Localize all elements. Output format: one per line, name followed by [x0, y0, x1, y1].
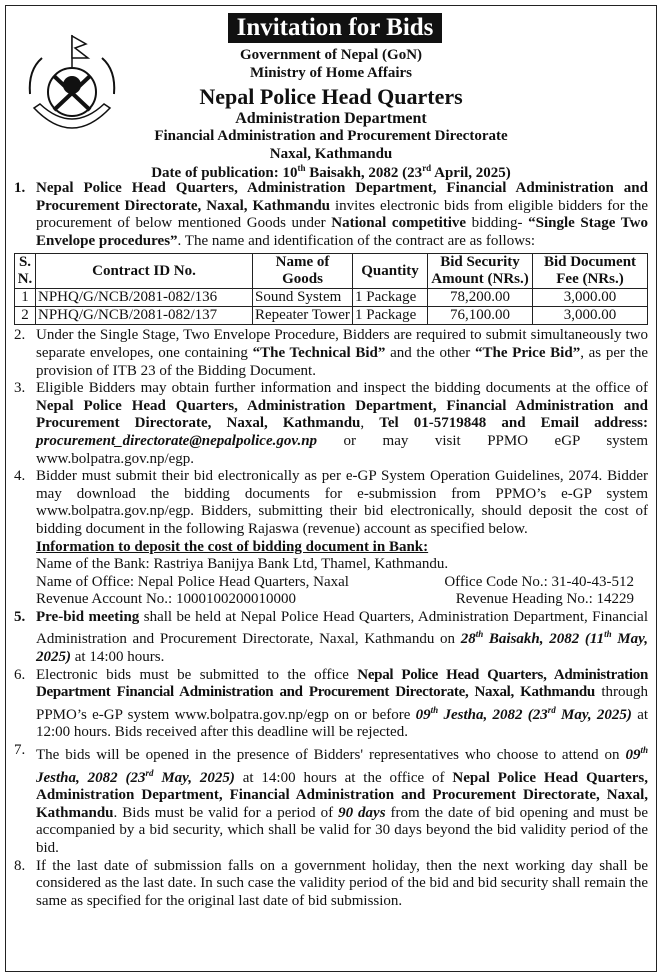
- notice-body: [14, 180, 648, 910]
- item-8: 8. If the last date of submission falls on a government holiday, then the next working day shall be considered as the last date. In such case the validity period of the bid and bid security shall remain the same as specified for the original last date of bid submission.: [14, 857, 648, 909]
- notice-title: Invitation for Bids: [228, 13, 442, 43]
- revenue-account: Revenue Account No.: 1000100200010000: [36, 591, 296, 608]
- col-bid-security: Bid Security Amount (NRs.): [428, 254, 533, 289]
- header-line-4: Administration Department: [235, 110, 427, 127]
- office-name: Name of Office: Nepal Police Head Quarters, Naxal: [36, 573, 349, 590]
- header-line-2: Ministry of Home Affairs: [249, 65, 413, 81]
- table-row: 2 NPHQ/G/NCB/2081-082/137 Repeater Tower 1 Package 76,100.00 3,000.00: [15, 307, 648, 325]
- header-line-3: Nepal Police Head Quarters: [199, 84, 463, 109]
- publication-date: Date of publication: 10th Baisakh, 2082 (23rd April, 2025): [151, 163, 511, 181]
- email-link[interactable]: procurement_directorate@nepalpolice.gov.np: [36, 432, 318, 449]
- col-contract-id: Contract ID No.: [36, 254, 253, 289]
- item-3: 3. Eligible Bidders may obtain further information and inspect the bidding documents at the office of Nepal Police Head Quarters, Administration Department, Financial Administration and Procurement Directorate, Naxal, Kathmandu, Tel 01-5719848 and Email address: procurement_directorate@nepalpolice.gov.np or may visit PPMO eGP system www.bolpatra.gov.np/egp.: [14, 380, 648, 467]
- bank-info: [14, 539, 648, 609]
- col-doc-fee: Bid Document Fee (NRs.): [533, 254, 648, 289]
- table-row: 1 NPHQ/G/NCB/2081-082/136 Sound System 1 Package 78,200.00 3,000.00: [15, 289, 648, 307]
- header-line-5: Financial Administration and Procurement Directorate: [154, 128, 508, 144]
- col-goods: Name of Goods: [253, 254, 353, 289]
- item-7: 7. The bids will be opened in the presence of Bidders' representatives who choose to attend on 09th Jestha, 2082 (23rd May, 2025) at 14:00 hours at the office of Nepal Police Head Quarters, Administration Department, Financial Administration and Procurement Directorate, Naxal, Kathmandu. Bids must be valid for a period of 90 days from the date of bid opening and must be accompanied by a bid security, which shall be valid for 30 days beyond the bid validity period of the bid.: [14, 742, 649, 856]
- col-quantity: Quantity: [353, 254, 428, 289]
- revenue-heading: Revenue Heading No.: 14229: [455, 591, 634, 608]
- header-line-6: Naxal, Kathmandu: [269, 146, 393, 162]
- item-4: 4. Bidder must submit their bid electronically as per e-GP System Operation Guidelines, 2074. Bidder may download the bidding documents for e-submission from PPMO’s e-GP system www.bolpatra.gov.np/egp. Bidders, submitting their bid electronically, should deposit the cost of bidding document in the following Rajaswa (revenue) account as specified below.: [14, 468, 648, 537]
- item-5: 5. Pre-bid meeting shall be held at Nepal Police Head Quarters, Administration Department, Financial Administration and Procurement Directorate, Naxal, Kathmandu on 28th Baisakh, 2082 (11th May, 2025) at 14:00 hours.: [14, 608, 648, 666]
- bank-name: Name of the Bank: Rastriya Banijya Bank Ltd, Thamel, Kathmandu.: [36, 556, 449, 573]
- item-2: 2. Under the Single Stage, Two Envelope Procedure, Bidders are required to submit simultaneously two separate envelopes, one containing “The Technical Bid” and the other “The Price Bid”, as per the provision of ITB 23 of the Bidding Document.: [14, 327, 649, 379]
- bank-heading: Information to deposit the cost of bidding document in Bank:: [36, 538, 429, 555]
- col-sn: S. N.: [15, 254, 36, 289]
- contract-table: [14, 253, 648, 325]
- item-1: 1. Nepal Police Head Quarters, Administration Department, Financial Administration and Procurement Directorate, Naxal, Kathmandu invites electronic bids from eligible bidders for the procurement of below mentioned Goods under National competitive bidding- “Single Stage Two Envelope procedures”. The name and identification of the contract are as follows:: [14, 180, 649, 249]
- header-line-1: Government of Nepal (GoN): [239, 47, 423, 63]
- item-6: 6. Electronic bids must be submitted to the office Nepal Police Head Quarters, Administration Department Financial Administration and Procurement Directorate, Naxal, Kathmandu through PPMO’s e-GP system www.bolpatra.gov.np/egp on or before 09th Jestha, 2082 (23rd May, 2025) at 12:00 hours. Bids received after this deadline will be rejected.: [14, 666, 649, 741]
- office-code: Office Code No.: 31-40-43-512: [444, 573, 634, 590]
